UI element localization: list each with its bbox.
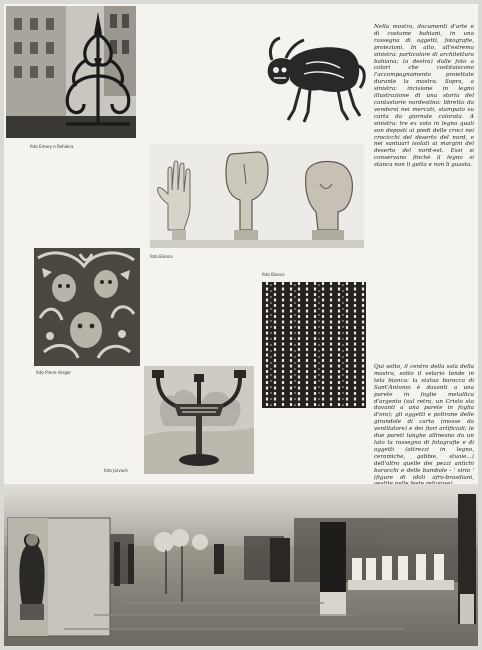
baroque-carving-photo (34, 248, 140, 366)
magazine-page (4, 4, 478, 646)
photo-credit-candelabra: foto Jarvach (104, 468, 128, 473)
candelabra-photo (144, 366, 254, 474)
bead-curtain-photo (262, 282, 366, 408)
article-paragraph-lower: Qui sotto, il centro della sala della mostra, sotto il velario tende in tela bianca: la statua barocca di Sant'Antonio è davanti a una parete in foglie metallica d'argento (sul retro, un Cristo sta davanti a una parete in foglia d'oro); gli oggetti e poltrone delle girandole di carta (mosse da ventilatore) e dei fiori artificiali; le due pareti lunghe allineano da un lato la rassegna di fotografie e di oggetti (attrezzi in legno, ceramiche, gabbie, stuoie...) dell'altro quelle dei pezzi antichi barocchi e delle bambole - ' sirio ' (figure di idoli afro-brasiliani, (374, 364, 474, 481)
article-paragraph-upper: Nella mostra, documenti d'arte e di costume bahiani, in una rassegna di oggetti, fotografie, proiezioni. In alto, all'estrema sinistra: particolare di architettura bahiana; (a destra) dalle foto a colori che costituiscono l'accompagnamento proiettate durante la mostra. Sopra, a sinistra: incisione in legno illustrazione di una storia del cantastorie nordestino: libretto da vendersi nei mercati, stampato su carta da giornale colorata. A sinistra: tre ex voto in legno quali son deposti ai piedi delle croci nei crocicchi del deserto del nord, e nei santuari isolati ai margini del deserto del nord-est. Essi si conservano finchè il legno si stanca non li getta e non li guasta. (374, 24, 474, 169)
article-text-lower (374, 364, 474, 484)
bull-woodcut-illustration (260, 30, 368, 126)
ex-voto-carvings-photo (150, 144, 364, 248)
photo-credit-architecture: foto Emery e Rehieira (30, 144, 74, 149)
photo-credit-carving: foto Pierre Verger (36, 370, 72, 375)
architecture-ironwork-photo (6, 6, 136, 138)
exhibition-hall-photo (4, 484, 478, 646)
photo-credit-ex-voto: foto Bianco (150, 254, 173, 259)
article-text-upper (374, 24, 474, 268)
photo-credit-beads: foto Bianco (262, 272, 285, 277)
